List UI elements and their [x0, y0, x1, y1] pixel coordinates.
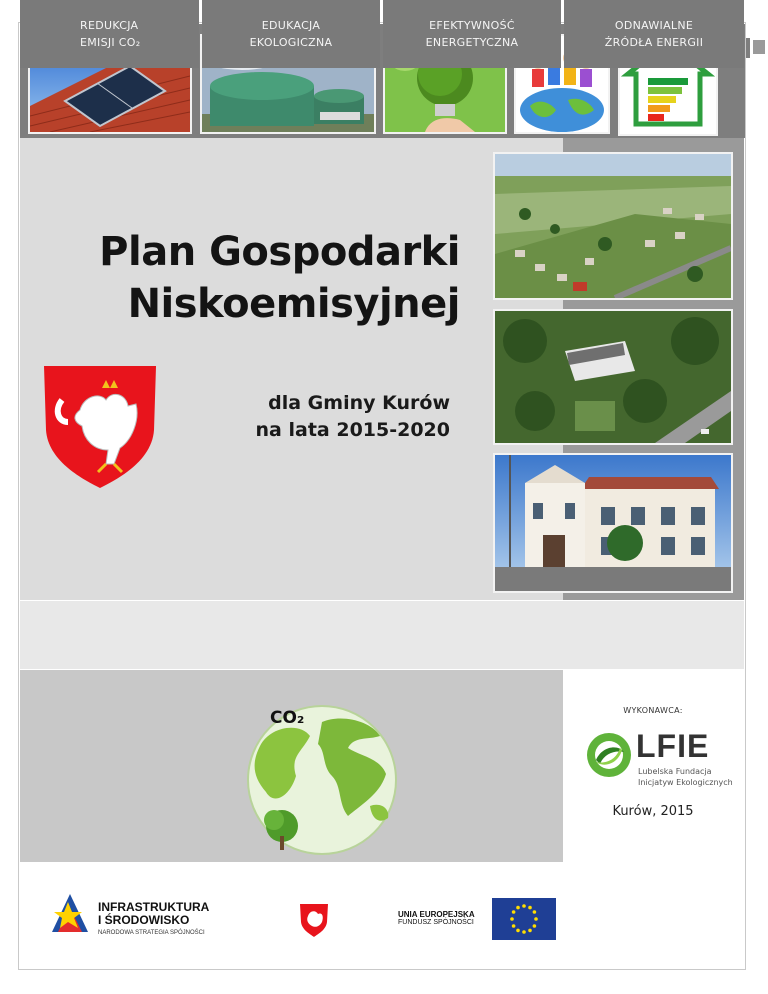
eu-line1: UNIA EUROPEJSKA	[398, 910, 475, 919]
topic-edu-line2: EKOLOGICZNA	[249, 36, 333, 49]
co2-label: CO₂	[270, 708, 305, 728]
contractor-label: WYKONAWCA:	[623, 706, 683, 715]
lfie-sub-line2: Inicjatyw Ekologicznych	[638, 778, 733, 787]
lfie-logo-subtitle	[638, 766, 733, 788]
topic-co2-reduction	[20, 0, 199, 68]
topic-ren-line1: ODNAWIALNE	[614, 19, 694, 32]
topic-eff-line1: EFEKTYWNOŚĆ	[429, 19, 515, 32]
corner-mark-square	[753, 40, 765, 54]
title-line-1: Plan Gospodarki	[99, 229, 460, 275]
topic-co2-line1: REDUKCJA	[80, 19, 139, 32]
infrastruktura-logo-text	[98, 901, 209, 936]
lfie-logo-icon	[584, 730, 634, 780]
kurow-coat-of-arms	[40, 360, 160, 490]
eu-line2: FUNDUSZ SPÓJNOŚCI	[398, 919, 474, 926]
topic-ren-line2: ŹRÓDŁA ENERGII	[604, 36, 704, 49]
document-subtitle	[200, 390, 450, 444]
infra-line3: NARODOWA STRATEGIA SPÓJNOŚCI	[98, 930, 205, 936]
aerial-church-photo	[493, 309, 733, 445]
corner-mark	[746, 38, 750, 58]
topic-bar	[20, 601, 744, 669]
document-title	[40, 226, 460, 330]
lfie-sub-line1: Lubelska Fundacja	[638, 767, 712, 776]
topic-ecological-education	[202, 0, 380, 68]
municipal-building-photo	[493, 453, 733, 593]
aerial-town-photo	[493, 152, 733, 300]
topic-energy-efficiency	[383, 0, 561, 68]
infrastruktura-logo-icon	[48, 892, 94, 936]
title-line-2: Niskoemisyjnej	[127, 281, 460, 327]
co2-globe-illustration	[230, 696, 414, 856]
lfie-logo-name: LFIE	[636, 728, 710, 764]
subtitle-line-1: dla Gminy Kurów	[268, 392, 450, 414]
infra-line1: INFRASTRUKTURA	[98, 900, 210, 914]
topic-co2-line2: EMISJI CO₂	[80, 36, 141, 49]
eu-flag-icon	[492, 898, 556, 940]
kurow-coat-small	[298, 902, 330, 938]
subtitle-line-2: na lata 2015-2020	[255, 419, 450, 441]
topic-renewable-energy	[564, 0, 744, 68]
infra-line2: I ŚRODOWISKO	[98, 913, 190, 927]
topic-edu-line1: EDUKACJA	[261, 19, 321, 32]
eu-fund-text	[398, 910, 475, 926]
topic-eff-line2: ENERGETYCZNA	[425, 36, 519, 49]
place-and-year: Kurów, 2015	[612, 804, 694, 819]
